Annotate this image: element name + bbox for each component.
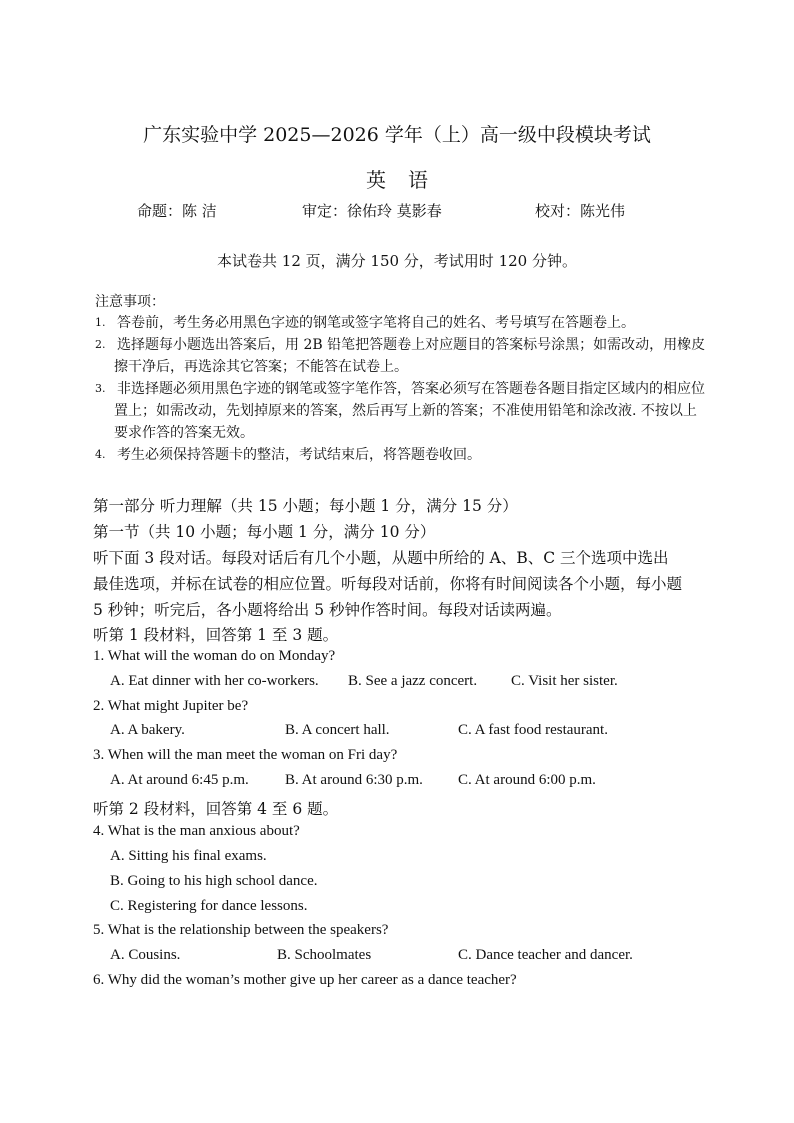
notice-text: 要求作答的答案无效。 xyxy=(114,425,254,441)
q3-option-a: A. At around 6:45 p.m. xyxy=(110,772,249,788)
notice-text: 考生必须保持答题卡的整洁，考试结束后，将答题卷收回。 xyxy=(117,447,481,463)
q1-option-c: C. Visit her sister. xyxy=(511,673,618,689)
q5-option-a: A. Cousins. xyxy=(110,947,181,963)
notice-text: 擦干净后，再选涂其它答案；不能答在试卷上。 xyxy=(114,359,408,375)
question-4: 4. What is the man anxious about? xyxy=(93,823,300,839)
q5-option-c: C. Dance teacher and dancer. xyxy=(458,947,633,963)
section1-heading: 第一节（共 10 小题；每小题 1 分，满分 10 分） xyxy=(93,523,436,541)
notice-number: 1. xyxy=(95,316,106,329)
notice-number: 4. xyxy=(95,448,106,461)
notice-item-3 xyxy=(95,378,707,444)
instructions-line-3: 5 秒钟；听完后，各小题将给出 5 秒钟作答时间。每段对话读两遍。 xyxy=(93,601,562,619)
notice-item-2 xyxy=(95,334,707,378)
notice-text: 选择题每小题选出答案后，用 2B 铅笔把答题卷上对应题目的答案标号涂黑；如需改动，用橡皮 xyxy=(117,337,706,353)
instructions-line-1: 听下面 3 段对话。每段对话后有几个小题，从题中所给的 A、B、C 三个选项中选出 xyxy=(93,549,669,567)
q3-option-b: B. At around 6:30 p.m. xyxy=(285,772,423,788)
q1-option-b: B. See a jazz concert. xyxy=(348,673,478,689)
question-5: 5. What is the relationship between the speakers? xyxy=(93,922,389,938)
material-2-heading: 听第 2 段材料，回答第 4 至 6 题。 xyxy=(93,800,339,818)
question-1: 1. What will the woman do on Monday? xyxy=(93,648,336,664)
notice-text: 答卷前，考生务必用黑色字迹的钢笔或签字笔将自己的姓名、考号填写在答题卷上。 xyxy=(117,315,635,331)
instructions-line-2: 最佳选项，并标在试卷的相应位置。听每段对话前，你将有时间阅读各个小题，每小题 xyxy=(93,575,683,593)
q4-option-c: C. Registering for dance lessons. xyxy=(110,898,308,914)
q4-option-b: B. Going to his high school dance. xyxy=(110,873,318,889)
notice-heading: 注意事项： xyxy=(95,294,165,310)
subject-title: 英语 xyxy=(366,168,450,192)
notice-item-1 xyxy=(95,312,707,334)
question-3: 3. When will the man meet the woman on Fri day? xyxy=(93,747,398,763)
notice-item-4 xyxy=(95,444,707,466)
notice-text: 非选择题必须用黑色字迹的钢笔或签字笔作答，答案必须写在答题卷各题目指定区域内的相应位 xyxy=(117,381,705,397)
exam-title: 广东实验中学 2025—2026 学年（上）高一级中段模块考试 xyxy=(143,124,651,146)
exam-info: 本试卷共 12 页，满分 150 分，考试用时 120 分钟。 xyxy=(217,252,577,270)
proofreader: 校对：陈光伟 xyxy=(535,202,626,220)
notice-text: 置上；如需改动，先划掉原来的答案，然后再写上新的答案；不准使用铅笔和涂改液. 不按以上 xyxy=(114,403,697,419)
q2-option-a: A. A bakery. xyxy=(110,722,185,738)
question-2: 2. What might Jupiter be? xyxy=(93,698,249,714)
material-1-heading: 听第 1 段材料，回答第 1 至 3 题。 xyxy=(93,626,339,644)
part1-heading: 第一部分 听力理解（共 15 小题；每小题 1 分，满分 15 分） xyxy=(93,497,518,515)
q4-option-a: A. Sitting his final exams. xyxy=(110,848,267,864)
proposer: 命题：陈 洁 xyxy=(137,202,217,220)
question-6: 6. Why did the woman’s mother give up her career as a dance teacher? xyxy=(93,972,517,988)
q5-option-b: B. Schoolmates xyxy=(277,947,372,963)
q2-option-c: C. A fast food restaurant. xyxy=(458,722,608,738)
notice-number: 2. xyxy=(95,338,106,351)
q2-option-b: B. A concert hall. xyxy=(285,722,390,738)
q1-option-a: A. Eat dinner with her co-workers. xyxy=(110,673,319,689)
notice-number: 3. xyxy=(95,382,106,395)
q3-option-c: C. At around 6:00 p.m. xyxy=(458,772,596,788)
reviewer: 审定：徐佑玲 莫影春 xyxy=(302,202,442,220)
